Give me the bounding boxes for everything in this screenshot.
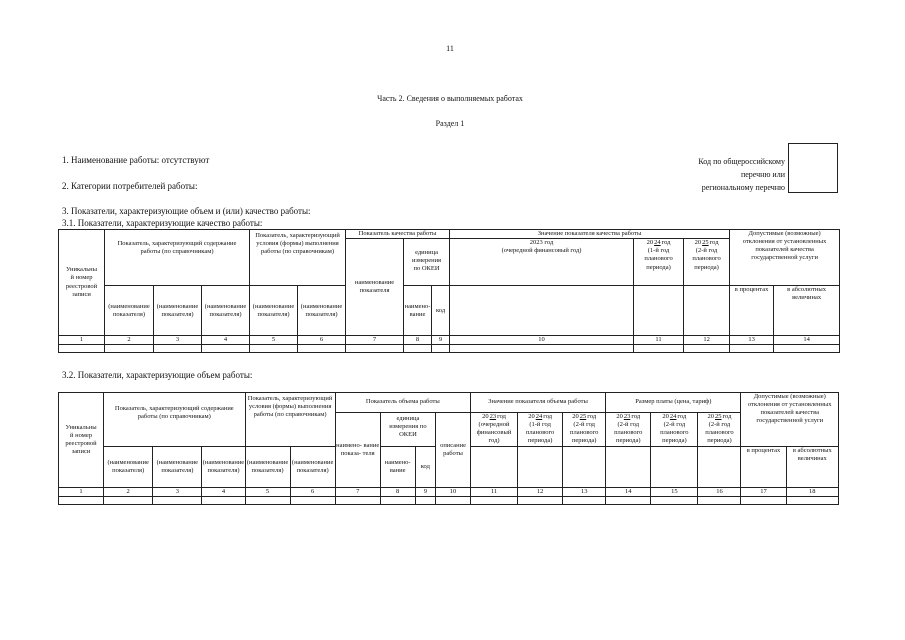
indicator-name-header: наимено- вание показа- теля: [335, 413, 380, 488]
cond-ind-1: (наименование показателя): [245, 447, 290, 488]
volume-table: [58, 392, 839, 505]
conditions-header: Показатель, характеризующий условия (формы) выполнения работы (по справочникам): [245, 393, 335, 447]
content-ind-1: (наименование показателя): [104, 447, 153, 488]
column-number-row: 1 2 3 4 5 6 7 8 9 10 11 12 13 14: [59, 336, 840, 345]
conditions-header: Показатель, характеризующий условия (формы) выполнения работы (по справочникам): [250, 230, 346, 286]
value-blank-1: [518, 447, 563, 488]
value-blank-1: [634, 286, 684, 336]
quality-table: [58, 229, 840, 353]
unit-header: единица измерения по ОКЕИ: [380, 413, 435, 447]
content-header: Показатель, характеризующий содержание работы (по справочникам): [104, 393, 245, 447]
unit-header: единица измерения по ОКЕИ: [404, 239, 450, 286]
volume-indicator-header: Показатель объема работы: [335, 393, 470, 413]
table-row[interactable]: [59, 497, 839, 505]
vol-year0-header: 20 23 год (очередной финансовый год): [470, 413, 517, 447]
content-ind-2: (наименование показателя): [154, 286, 202, 336]
price-year2-header: 20 25 год (2-й год планового периода): [698, 413, 741, 447]
indicators-title: 3. Показатели, характеризующие объем и (или) качество работы:: [62, 206, 311, 216]
unit-name-header: наимено- вание: [404, 286, 432, 336]
content-ind-3: (наименование показателя): [202, 447, 245, 488]
column-number-row: 1 2 3 4 5 6 7 8 9 10 11 12 13 14 15 16 17 18: [59, 488, 839, 497]
quality-value-header: Значение показателя качества работы: [450, 230, 730, 239]
price-blank-0: [606, 447, 651, 488]
content-ind-1: (наименование показателя): [105, 286, 154, 336]
price-header: Размер платы (цена, тариф): [606, 393, 741, 413]
unit-name-header: наимено- вание: [380, 447, 415, 488]
cond-ind-1: (наименование показателя): [250, 286, 298, 336]
quality-indicator-header: Показатель качества работы: [346, 230, 450, 239]
year2-header: 20 25 год (2-й год планового периода): [684, 239, 730, 286]
year-current-header: 2023 год (очередной финансовый год): [450, 239, 634, 286]
price-blank-1: [651, 447, 698, 488]
code-label: Код по общероссийскому перечню или региональному перечню: [698, 157, 785, 192]
dev-percent-header: в процентах: [741, 447, 786, 488]
cond-ind-2: (наименование показателя): [298, 286, 346, 336]
indicator-name-header: наименование показателя: [346, 239, 404, 336]
cond-ind-2: (наименование показателя): [290, 447, 335, 488]
content-ind-2: (наименование показателя): [153, 447, 202, 488]
unit-code-header: код: [415, 447, 435, 488]
unique-reg-header: Уникальны й номер реестровой записи: [59, 393, 104, 488]
description-header: описание работы: [436, 413, 471, 488]
volume-table-title: 3.2. Показатели, характеризующие объем работы:: [62, 370, 253, 380]
table-row[interactable]: [59, 345, 840, 353]
vol-year1-header: 20 24 год (1-й год планового периода): [518, 413, 563, 447]
work-name: 1. Наименование работы: отсутствуют: [62, 155, 210, 165]
dev-percent-header: в процентах: [730, 286, 774, 336]
dev-abs-header: в абсолютных величинах: [786, 447, 838, 488]
volume-value-header: Значение показателя объема работы: [470, 393, 605, 413]
code-box[interactable]: [788, 143, 838, 193]
part-title: Часть 2. Сведения о выполняемых работах: [377, 94, 523, 103]
consumer-category: 2. Категории потребителей работы:: [62, 181, 198, 191]
vol-year2-header: 20 25 год (2-й год планового периода): [563, 413, 606, 447]
price-year0-header: 20 23 год (2-й год планового периода): [606, 413, 651, 447]
dev-abs-header: в абсолютных величинах: [774, 286, 840, 336]
price-blank-2: [698, 447, 741, 488]
unique-reg-header: Уникальны й номер реестровой записи: [59, 230, 105, 336]
page-number: 11: [446, 44, 454, 53]
deviation-header: Допустимые (возможные) отклонения от установленных показателей качества государственной услуги: [730, 230, 840, 286]
price-year1-header: 20 24 год (2-й год планового периода): [651, 413, 698, 447]
content-ind-3: (наименование показателя): [202, 286, 250, 336]
unit-code-header: код: [432, 286, 450, 336]
value-blank-current: [450, 286, 634, 336]
year1-header: 20 24 год (1-й год планового периода): [634, 239, 684, 286]
value-blank-2: [684, 286, 730, 336]
value-blank-0: [470, 447, 517, 488]
section-title: Раздел 1: [435, 119, 465, 128]
deviation-header: Допустимые (возможные) отклонения от установленных показателей качества государственной услуги: [741, 393, 839, 447]
quality-table-title: 3.1. Показатели, характеризующие качество работы:: [62, 218, 263, 228]
content-header: Показатель, характеризующий содержание работы (по справочникам): [105, 230, 250, 286]
value-blank-2: [563, 447, 606, 488]
